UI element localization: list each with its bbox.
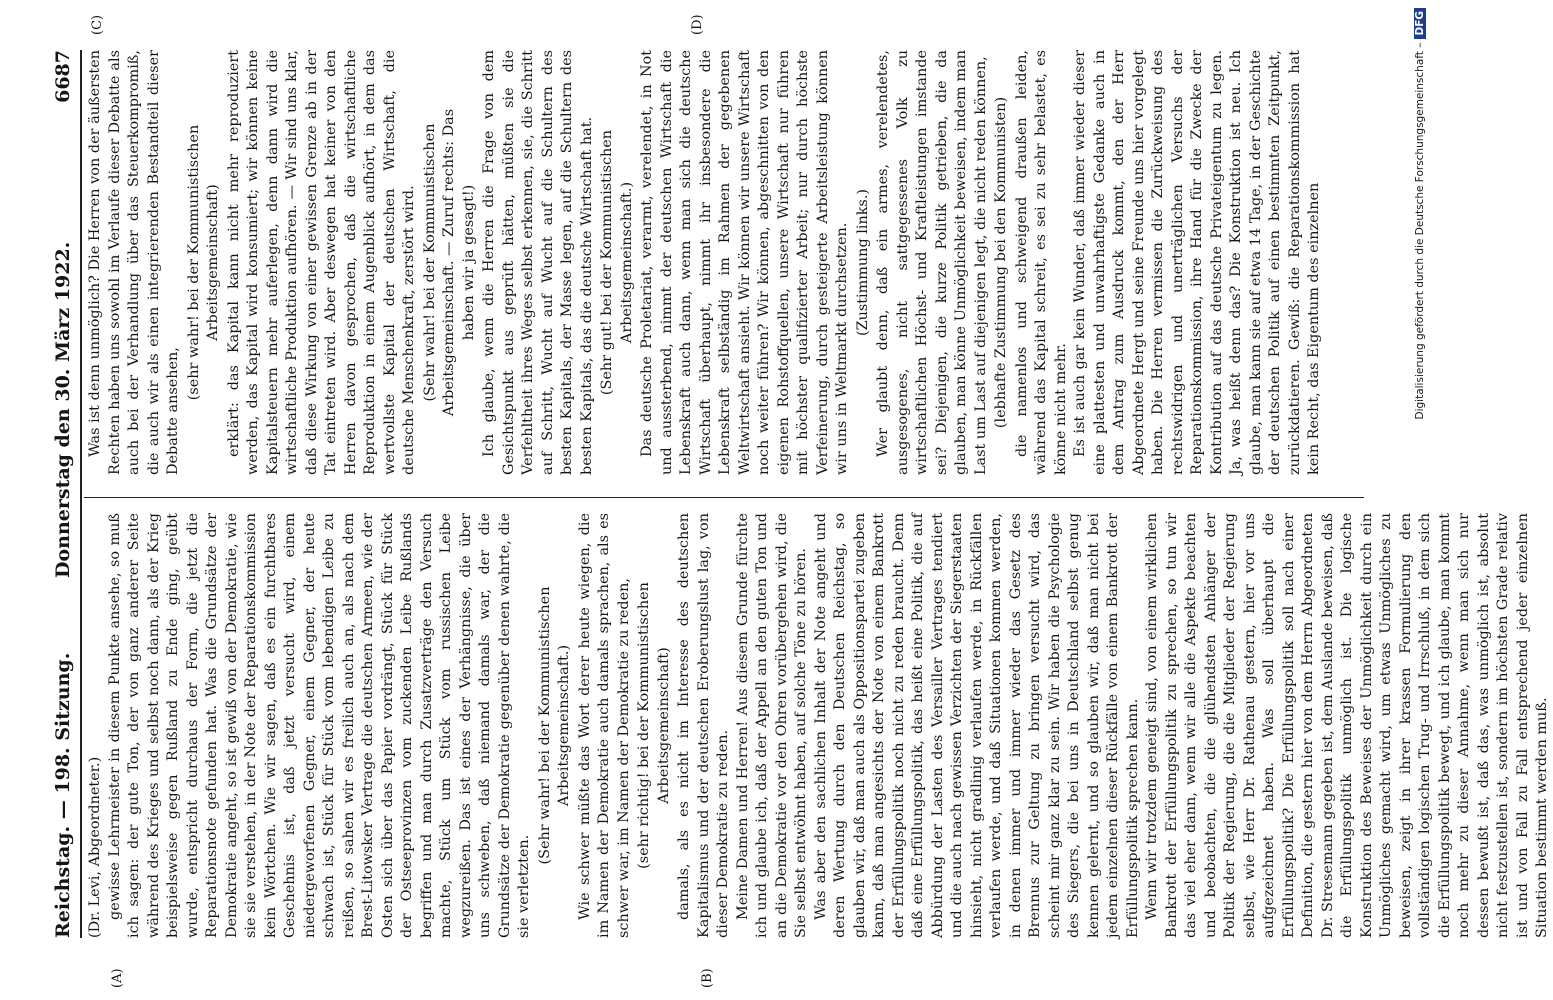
margin-marker-a: (A) xyxy=(110,968,125,988)
paragraph: gewisse Lehrmeister in diesem Punkte ansehe, so muß ich sagen: der gute Ton, der von ganz anderer Seite während des Krieges und selbst noch dann, als der Krieg beispielsweise gegen Rußland zu Ende ging, geübt wurde, entspricht durchaus der Form, die jetzt die Reparationsnote gefunden hat. Was die Grundsätze der Demokratie angeht, so ist gewiß von der Demokratie, wie sie sie verstehen, in der Note der Reparationskommission kein Wörtchen. Wie wir sagen, daß es ein furchtbares Geschehnis ist, daß jetzt versucht wird, einem niedergeworfenen Gegner, einem Gegner, der heute schwach ist, Stück für Stück vom lebendigen Leibe zu reißen, so sahen wir es freilich auch an, als nach dem Brest-Litowsker Vertrage die deutschen Armeen, wie der Osten sich über das Papier vordrängt, Stück für Stück der Ostseeprovinzen vom zuckenden Leibe Rußlands begriffen und man durch Zusatzverträge den Versuch machte, Stück um Stück vom russischen Leibe wegzureißen. Das ist eines der Verhängnisse, die über uns schweben, daß niemand damals war, der die Grundsätze der Demokratie gegenüber denen wahrte, die sie verletzten. xyxy=(106,513,532,938)
left-column xyxy=(86,513,1550,938)
paragraph: erklärt: das Kapital kann nicht mehr reproduziert werden, das Kapital wird konsumiert; wir können keine Kapitalsteuern mehr auferlegen, denn dann wird die wirtschaftliche Produktion aufhören. — Wir sind uns klar, daß diese Wirkung von einer gewissen Grenze ab in der Tat eintreten wird. Aber deswegen hat keiner von den Herren davon gesprochen, daß die wirtschaftliche Reproduktion in einem Augenblick aufhört, in dem das wertvollste Kapital der deutschen Wirtschaft, die deutsche Menschenkraft, zerstört wird. xyxy=(225,50,417,475)
paragraph: Wie schwer müßte das Wort derer heute wiegen, die im Namen der Demokratie auch damals sprachen, als es schwer war, im Namen der Demokratie zu reden, xyxy=(576,513,632,938)
digitization-credit xyxy=(1410,8,1430,993)
right-column xyxy=(86,50,1351,475)
paragraph: Was ist denn unmöglich? Die Herren von der äußersten Rechten haben uns sowohl im Verlaufe dieser Debatte als auch bei der Verhandlung über das Steuerkompromiß, die auch wir als einen integrierenden Bestandteil dieser Debatte ansehen, xyxy=(87,50,181,475)
paragraph: Es ist auch gar kein Wunder, daß immer wieder dieser eine plattesten und unwahrhaftigste Gedanke auch in dem Antrag zum Ausdruck kommt, den der Herr Abgeordnete Hergt und seine Freunde uns hier vorgelegt haben. Die Herren vermissen die Zurückweisung des rechtswidrigen und unerträglichen Versuchs der Reparationskommission, ihre Hand für die Zwecke der Kontribution auf das deutsche Privateigentum zu legen. Ja, was heißt denn das? Die Konstruktion ist neu. Ich glaube, man kann sie auf etwa 14 Tage, in der Geschichte der deutschen Politik auf einen bestimmten Zeitpunkt, zurückdatieren. Gewiß: die Reparationskommission hat kein Recht, das Eigentum des einzelnen xyxy=(1072,50,1322,475)
header-date: Donnerstag den 30. März 1922. xyxy=(52,241,74,578)
interjection: (sehr richtig! bei der Kommunistischen Arbeitsgemeinschaft) xyxy=(636,582,672,869)
header-rule xyxy=(80,50,82,938)
interjection: (Zustimmung links.) xyxy=(854,188,871,337)
interjection: (sehr wahr! bei der Kommunistischen Arbeitsgemeinschaft) xyxy=(185,124,221,401)
paragraph: Ich glaube, wenn die Herren die Frage von dem Gesichtspunkt aus geprüft hätten, müßten sie die Verfehltheit ihres Weges selbst erkennen, sie, die Schritt auf Schritt, Wucht auf Wucht auf die Schultern des besten Kapitals, der Masse legen, auf die Schultern des besten Kapitals, das die deutsche Wirtschaft hat. xyxy=(481,50,595,475)
header-left: Reichstag. — 198. Sitzung. xyxy=(52,652,74,938)
margin-marker-d: (D) xyxy=(690,14,705,35)
paragraph: Was aber den sachlichen Inhalt der Note angeht und deren Wertung durch den Deutschen Reichstag, so glauben wir, daß man auch als Oppositionspartei zugeben kann, daß man angesichts der Note von einem Bankrott der Erfüllungspolitik noch nicht zu reden braucht. Denn daß eine Erfüllungspolitik, das heißt eine Politik, die auf Abbürdung der Lasten des Versailler Vertrages tendiert und die auch nach gewissen Verzichten der Siegerstaaten hinsieht, nicht gradlinig verlaufen werde, in Rückfällen verlaufen werde, und daß Situationen kommen werden, in denen immer und immer wieder das Gesetz des Brennus zur Geltung zu bringen versucht wird, das scheint mir ganz klar zu sein. Wir haben die Psychologie des Siegers, die bei uns in Deutschland selbst genug kennen gelernt, und so glauben wir, daß man nicht bei jedem einzelnen dieser Rückfälle von einem Bankrott der Erfüllungspolitik sprechen kann. xyxy=(812,513,1141,938)
speaker-label: (Dr. Levi, Abgeordneter.) xyxy=(87,756,103,938)
margin-marker-c: (C) xyxy=(90,14,105,35)
interjection: (Sehr wahr! bei der Kommunistischen Arbeitsgemeinschaft.) xyxy=(536,586,572,865)
dfg-logo: DFG xyxy=(1414,8,1426,39)
credit-text-wrapper xyxy=(1410,8,1430,993)
paragraph: Wenn wir trotzdem geneigt sind, von einem wirklichen Bankrott der Erfüllungspolitik zu sprechen, so tun wir das viel eher dann, wenn wir alle die Aspekte beachten und beobachten, die die glühendsten Anhänger der Politik der Regierung, die die Mitglieder der Regierung selbst, wie Herr Dr. Rathenau gestern, hier vor uns aufgezeichnet haben. Was soll überhaupt die Erfüllungspolitik? Die Erfüllungspolitik soll nach einer Definition, die gestern hier von dem Herrn Abgeordneten Dr. Stresemann gegeben ist, dem Auslande beweisen, daß die Erfüllungspolitik unmöglich ist. Die logische Konstruktion des Beweises der Unmöglichkeit durch ein Unmögliches gemacht wird, um etwas Unmögliches zu beweisen, zeigt in ihrer krassen Formulierung den vollständigen logischen Trug- und Irrschluß, in dem sich die Erfüllungspolitik bewegt, und ich glaube, man kommt noch mehr zu dieser Annahme, wenn man sich nur dessen bewußt ist, daß das, was unmöglich ist, absolut nicht festzustellen ist, sondern im höchsten Grade relativ ist und von Fall zu Fall entsprechend jeder einzelnen Situation bestimmt werden muß. xyxy=(1144,513,1550,938)
paragraph: die namenlos und schweigend draußen leiden, während das Kapital schreit, es sei zu sehr belastet, es könne nicht mehr. xyxy=(1013,50,1069,475)
interjection: (lebhafte Zustimmung bei den Kommunisten) xyxy=(993,96,1009,429)
page-number: 6687 xyxy=(52,50,74,103)
credit-text: Digitalisierung gefördert durch die Deutsche Forschungsgemeinschaft – xyxy=(1414,42,1426,420)
column-divider xyxy=(84,497,1364,498)
paragraph: Meine Damen und Herren! Aus diesem Grunde fürchte ich und glaube ich, daß der Appell an den guten Ton und an die Demokratie vor den Ohren vorübergehen wird, die Sie selbst entwöhnt haben, auf solche Töne zu hören. xyxy=(734,513,809,938)
interjection: (Sehr gut! bei der Kommunistischen Arbeitsgemeinschaft.) xyxy=(599,129,635,396)
margin-marker-b: (B) xyxy=(700,968,715,988)
paragraph: Wer glaubt denn, daß ein armes, verelendetes, ausgesogenes, nicht sattgegessenes Volk zu wirtschaftlichen Höchst- und Kraftleistungen imstande sei? Diejenigen, die kurze Politik getrieben, die da glauben, man könne Unmöglichkeit beweisen, indem man Last um Last auf diejenigen legt, die nicht reden können, xyxy=(875,50,989,475)
interjection: (Sehr wahr! bei der Kommunistischen Arbeitsgemeinschaft. — Zuruf rechts: Das haben wir ja gesagt!) xyxy=(421,108,477,417)
page-header xyxy=(50,50,76,938)
paragraph: Das deutsche Proletariat, verarmt, verelendet, in Not und aussterbend, nimmt der deutschen Wirtschaft die Lebenskraft auch dann, wenn man sich die deutsche Wirtschaft überhaupt, nimmt ihr insbesondere die Lebenskraft selbständig im Rahmen der gegebenen Weltwirtschaft ansieht. Wir können wir unsere Wirtschaft noch weiter führen? Wir können, abgeschnitten von den eigenen Rohstoffquellen, unsere Wirtschaft nur führen mit höchster qualifizierter Arbeit; nur durch höchste Verfeinerung, durch gesteigerte Arbeitsleistung können wir uns in Weltmarkt durchsetzen. xyxy=(639,50,850,475)
paragraph: damals, als es nicht im Interesse des deutschen Kapitalismus und der deutschen Eroberungslust lag, von dieser Demokratie zu reden. xyxy=(676,513,731,938)
